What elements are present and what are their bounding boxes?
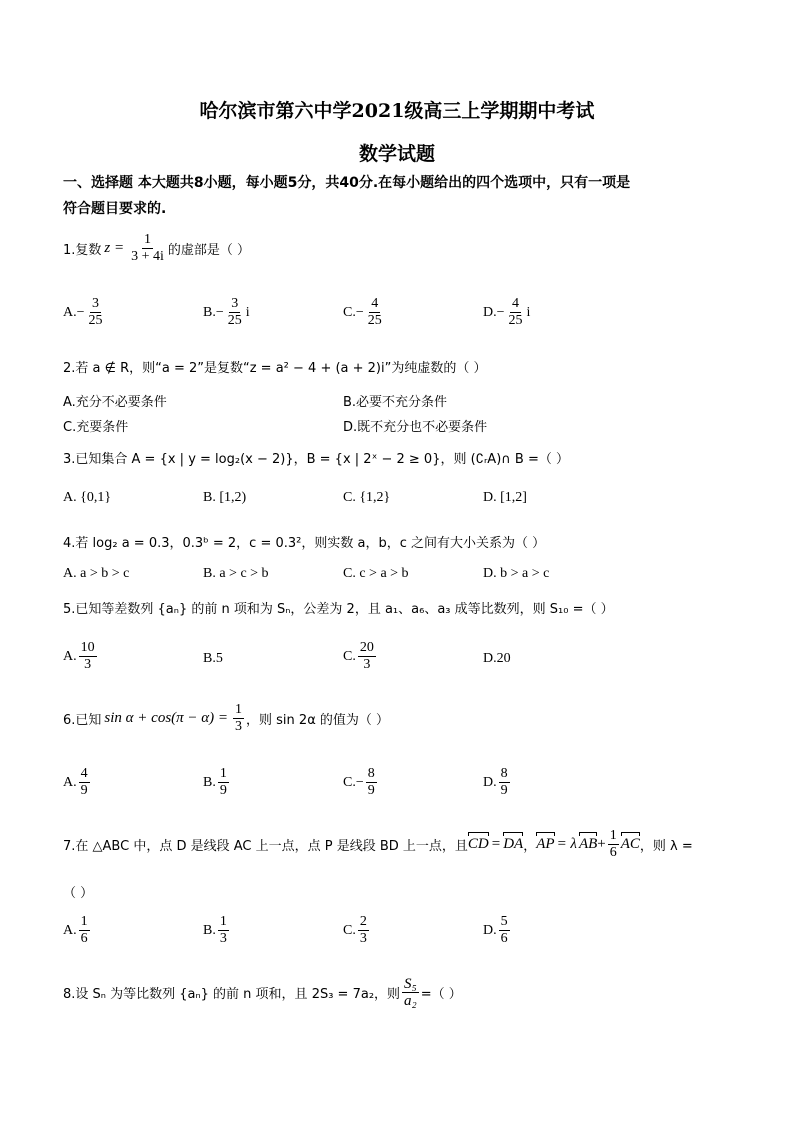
q6-denominator: 3 [235, 719, 243, 734]
q7-fraction [608, 828, 619, 861]
option-label: A. [63, 304, 77, 320]
option-numerator: 4 [371, 296, 379, 311]
option-numerator: 3 [92, 296, 100, 311]
option-numerator: 4 [80, 766, 88, 781]
vector-da: DA [503, 836, 524, 852]
q5-option-b: B.5 [203, 651, 223, 666]
q7-option-c [343, 914, 371, 947]
option-label: A. [63, 648, 77, 664]
option-sign: − [355, 774, 364, 790]
q6-option-a [63, 766, 92, 799]
option-sign: − [76, 304, 85, 320]
question-8 [63, 976, 462, 1009]
q5-option-d: D.20 [483, 651, 511, 666]
option-numerator: 4 [512, 296, 520, 311]
q1-option-d [483, 296, 530, 329]
q1-fraction [129, 232, 166, 265]
q6-numerator: 1 [235, 702, 243, 717]
question-7 [63, 828, 693, 861]
q1-denominator: 3 + 4i [131, 249, 164, 264]
option-denominator: 3 [219, 931, 227, 946]
q2-option-c: C.充要条件 [63, 420, 129, 435]
q1-expr: z = [104, 240, 125, 256]
q4-option-b: B. a > c > b [203, 566, 269, 581]
option-label: C. [343, 922, 356, 938]
option-denominator: 3 [359, 931, 367, 946]
q8-prefix: 8.设 Sₙ 为等比数列 {aₙ} 的前 n 项和，且 2S₃ = 7a₂，则 [63, 987, 401, 1002]
option-sign: − [215, 304, 224, 320]
option-denominator: 9 [500, 783, 508, 798]
option-tail: i [245, 304, 250, 320]
q4-option-a: A. a > b > c [63, 566, 130, 581]
option-sign: − [496, 304, 505, 320]
question-2: 2.若 a ∉ R，则“a = 2”是复数“z = a² − 4 + (a + 2)i”为纯虚数的（ ） [63, 361, 487, 376]
vector-ac: AC [620, 836, 640, 852]
q4-option-d: D. b > a > c [483, 566, 550, 581]
q2-option-b: B.必要不充分条件 [343, 395, 448, 410]
q7-eq2: = λ [556, 836, 577, 852]
option-denominator: 3 [84, 657, 92, 672]
question-5: 5.已知等差数列 {aₙ} 的前 n 项和为 Sₙ，公差为 2，且 a₁、a₆、a₃ 成等比数列，则 S₁₀ =（ ） [63, 602, 614, 617]
q1-option-b [203, 296, 250, 329]
q5-option-a [63, 640, 99, 673]
q7-tail: ，则 λ = [639, 839, 693, 854]
q7-plus: + [597, 836, 606, 852]
q1-option-a [63, 296, 107, 329]
q6-expr: sin α + cos(π − α) = [104, 710, 229, 726]
q7-denominator: 6 [609, 845, 617, 860]
q7-option-a [63, 914, 92, 947]
option-label: D. [483, 774, 497, 790]
q6-option-b [203, 766, 231, 799]
option-label: B. [203, 304, 216, 320]
q8-denominator: a₂ [404, 993, 417, 1009]
option-label: A. [63, 774, 77, 790]
q7-answer-blank: （ ） [63, 886, 94, 901]
q3-option-d: D. [1,2] [483, 490, 527, 505]
option-numerator: 1 [219, 914, 227, 929]
exam-subtitle: 数学试题 [358, 143, 435, 165]
q6-fraction [233, 702, 244, 735]
vector-ap: AP [536, 836, 555, 852]
q1-option-c [343, 296, 386, 329]
option-label: C. [343, 774, 356, 790]
q1-suffix: 的虚部是（ ） [167, 243, 251, 258]
option-numerator: 1 [80, 914, 88, 929]
q4-option-c: C. c > a > b [343, 566, 409, 581]
option-denominator: 6 [500, 931, 508, 946]
option-label: D. [483, 922, 497, 938]
q1-numerator: 1 [144, 232, 152, 247]
option-label: C. [343, 648, 356, 664]
option-numerator: 5 [500, 914, 508, 929]
option-numerator: 10 [80, 640, 95, 655]
q7-numerator: 1 [609, 828, 617, 843]
option-numerator: 3 [231, 296, 239, 311]
q8-suffix: =（ ） [420, 987, 462, 1002]
option-sign: − [355, 304, 364, 320]
option-denominator: 6 [80, 931, 88, 946]
q6-suffix: ，则 sin 2α 的值为（ ） [246, 713, 390, 728]
option-denominator: 25 [508, 313, 523, 328]
exam-title: 哈尔滨市第六中学2021级高三上学期期中考试 [199, 100, 595, 122]
option-numerator: 2 [359, 914, 367, 929]
q6-option-d [483, 766, 512, 799]
q5-option-c [343, 640, 378, 673]
option-denominator: 9 [367, 783, 375, 798]
q7-comma: ， [523, 839, 537, 854]
option-numerator: 1 [219, 766, 227, 781]
q2-option-a: A.充分不必要条件 [63, 395, 167, 410]
q3-option-c: C. {1,2} [343, 490, 391, 505]
option-denominator: 3 [363, 657, 371, 672]
q2-option-d: D.既不充分也不必要条件 [343, 420, 488, 435]
option-numerator: 8 [500, 766, 508, 781]
option-label: B. [203, 774, 216, 790]
option-denominator: 25 [88, 313, 103, 328]
option-denominator: 9 [219, 783, 227, 798]
vector-cd: CD [467, 836, 489, 852]
option-label: A. [63, 922, 77, 938]
q8-fraction [402, 976, 419, 1009]
q8-numerator: S₅ [404, 976, 417, 992]
question-6 [63, 702, 389, 735]
option-denominator: 25 [227, 313, 242, 328]
question-1 [63, 232, 250, 265]
section-heading-line2: 符合题目要求的. [63, 201, 167, 217]
q6-option-c [343, 766, 379, 799]
option-tail: i [526, 304, 531, 320]
q1-prefix: 1.复数 [63, 243, 102, 258]
option-numerator: 20 [359, 640, 374, 655]
option-denominator: 9 [80, 783, 88, 798]
q7-text: 7.在 △ABC 中，点 D 是线段 AC 上一点，点 P 是线段 BD 上一点，且 [63, 839, 468, 854]
q3-option-a: A. {0,1} [63, 490, 112, 505]
question-3: 3.已知集合 A = {x | y = log₂(x − 2)}，B = {x | 2ˣ − 2 ≥ 0}，则 (∁ᵣA)∩ B =（ ） [63, 452, 569, 467]
question-4: 4.若 log₂ a = 0.3，0.3ᵇ = 2，c = 0.3²，则实数 a，b，c 之间有大小关系为（ ） [63, 536, 546, 551]
option-label: D. [483, 304, 497, 320]
option-label: C. [343, 304, 356, 320]
section-heading-line1: 一、选择题 本大题共8小题，每小题5分，共40分.在每小题给出的四个选项中，只有一项是 [63, 175, 631, 191]
option-label: B. [203, 922, 216, 938]
q3-option-b: B. [1,2) [203, 490, 247, 505]
q7-option-d [483, 914, 512, 947]
q7-option-b [203, 914, 231, 947]
option-denominator: 25 [367, 313, 382, 328]
vector-ab: AB [578, 836, 598, 852]
q7-eq1: = [491, 836, 501, 852]
q6-prefix: 6.已知 [63, 713, 102, 728]
option-numerator: 8 [367, 766, 375, 781]
